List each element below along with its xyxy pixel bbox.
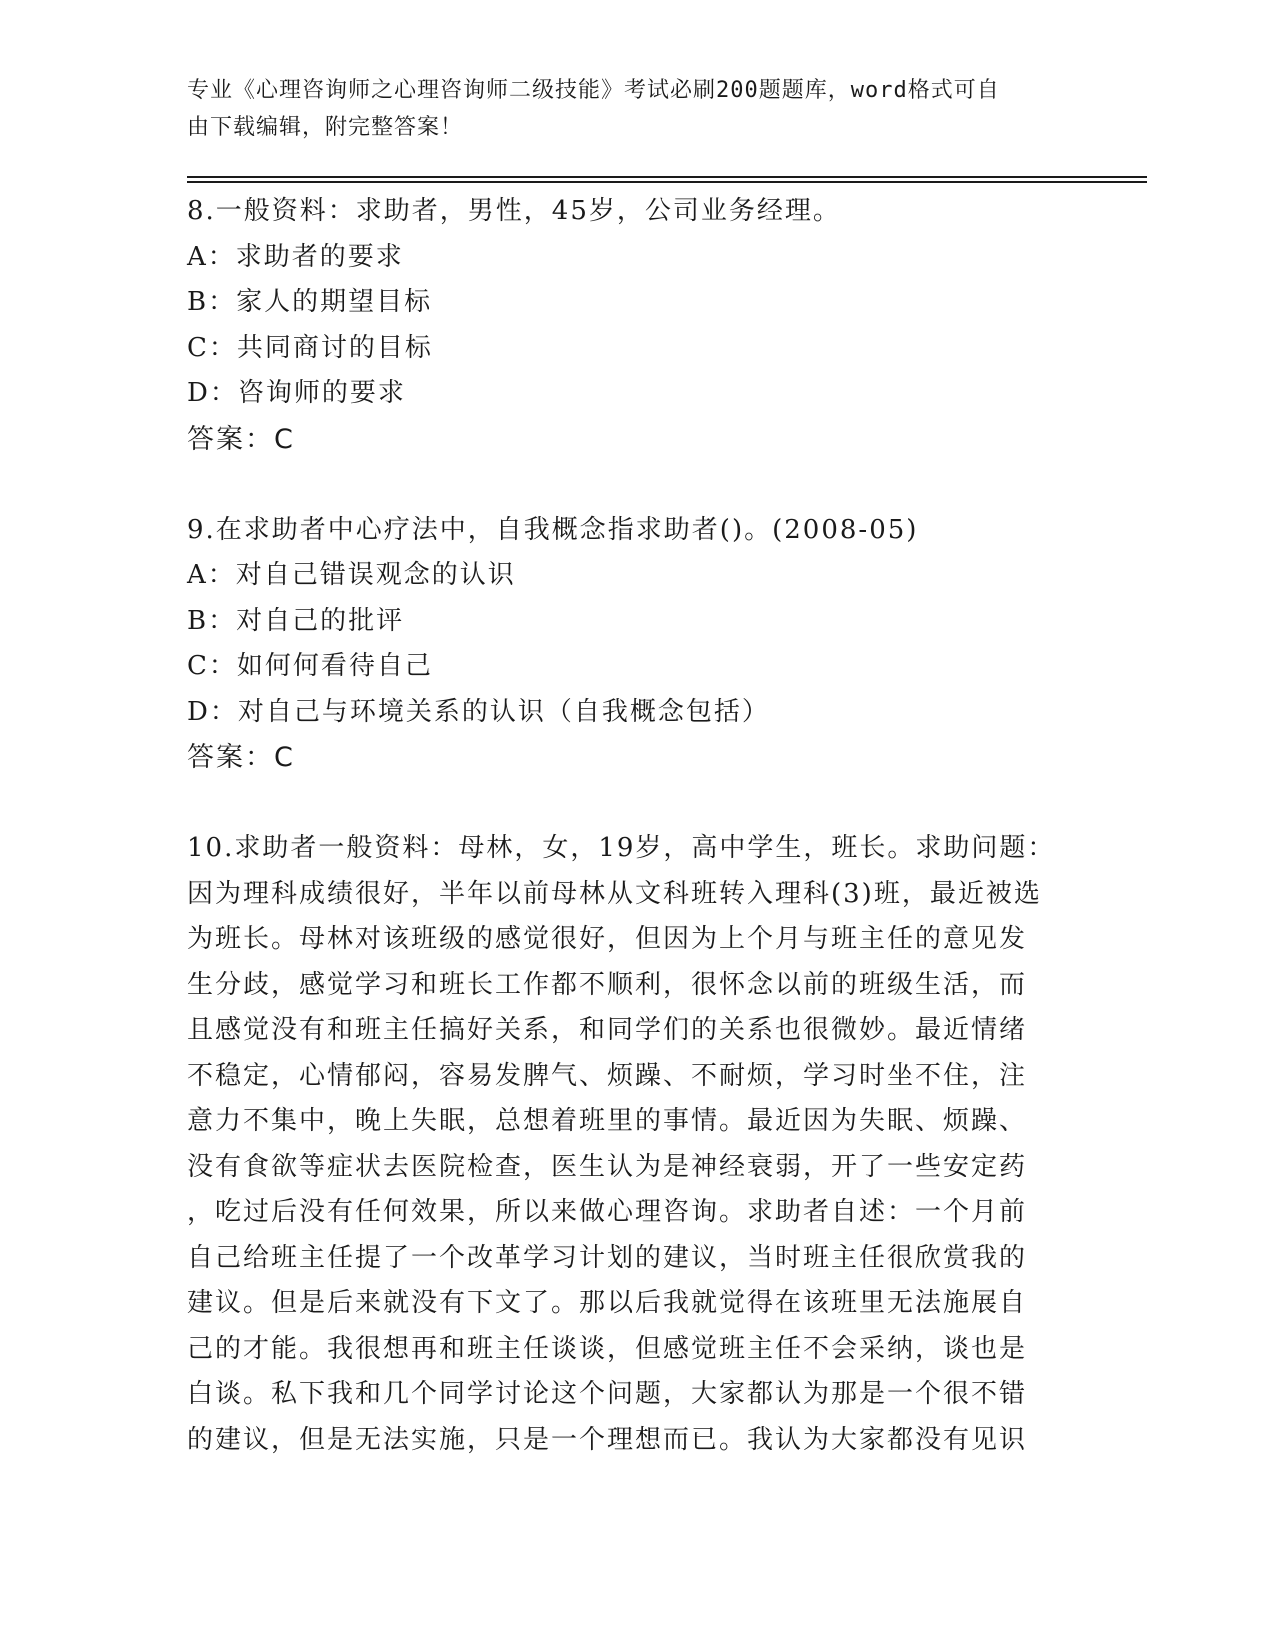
question-text-line: 没有食欲等症状去医院检查，医生认为是神经衰弱，开了一些安定药 <box>187 1151 1028 1182</box>
option-b: B：家人的期望目标 <box>187 287 433 317</box>
option-a: A：对自己错误观念的认识 <box>187 560 516 590</box>
question-text-line: 为班长。母林对该班级的感觉很好，但因为上个月与班主任的意见发 <box>187 924 1028 954</box>
question-text-line: 白谈。私下我和几个同学讨论这个问题，大家都认为那是一个很不错 <box>187 1379 1028 1409</box>
question-text-line: 意力不集中，晚上失眠，总想着班里的事情。最近因为失眠、烦躁、 <box>187 1106 1028 1136</box>
question-text-line: 的建议，但是无法实施，只是一个理想而已。我认为大家都没有见识 <box>187 1424 1028 1455</box>
question-text-line: 己的才能。我很想再和班主任谈谈，但感觉班主任不会采纳，谈也是 <box>187 1333 1028 1364</box>
question-stem: 8.一般资料：求助者，男性，45岁，公司业务经理。 <box>187 196 841 226</box>
question-text-line: 建议。但是后来就没有下文了。那以后我就觉得在该班里无法施展自 <box>187 1288 1028 1318</box>
header-divider-top <box>187 176 1147 178</box>
question-8 <box>187 189 1067 462</box>
question-text-line: 10.求助者一般资料：母林，女，19岁，高中学生，班长。求助问题： <box>187 833 1056 863</box>
paragraph-gap <box>187 462 1067 508</box>
question-text-line: 自己给班主任提了一个改革学习计划的建议，当时班主任很欣赏我的 <box>187 1242 1028 1273</box>
question-9 <box>187 508 1067 781</box>
question-10 <box>187 826 1067 1463</box>
header-line-1: 专业《心理咨询师之心理咨询师二级技能》考试必刷200题题库，word格式可自 <box>187 78 1000 103</box>
question-content <box>187 189 1067 1463</box>
option-c: C：如何何看待自己 <box>187 651 433 681</box>
option-d: D：对自己与环境关系的认识（自我概念包括） <box>187 696 770 727</box>
question-text-line: 生分歧，感觉学习和班长工作都不顺利，很怀念以前的班级生活，而 <box>187 969 1028 1000</box>
question-stem: 9.在求助者中心疗法中，自我概念指求助者()。(2008-05) <box>187 514 919 545</box>
option-c: C：共同商讨的目标 <box>187 332 433 363</box>
answer-line: 答案：C <box>187 423 295 455</box>
answer-line: 答案：C <box>187 742 295 773</box>
option-b: B：对自己的批评 <box>187 605 405 636</box>
question-text-line: 因为理科成绩很好，半年以前母林从文科班转入理科(3)班，最近被选 <box>187 878 1042 909</box>
option-d: D：咨询师的要求 <box>187 378 406 408</box>
header-divider-bottom <box>187 181 1147 183</box>
paragraph-gap <box>187 781 1067 827</box>
document-header <box>187 72 1067 146</box>
option-a: A：求助者的要求 <box>187 241 404 272</box>
header-line-2: 由下载编辑，附完整答案！ <box>187 115 464 140</box>
question-text-line: 且感觉没有和班主任搞好关系，和同学们的关系也很微妙。最近情绪 <box>187 1015 1028 1045</box>
question-text-line: 不稳定，心情郁闷，容易发脾气、烦躁、不耐烦，学习时坐不住，注 <box>187 1060 1028 1091</box>
question-text-line: ，吃过后没有任何效果，所以来做心理咨询。求助者自述：一个月前 <box>187 1197 1028 1227</box>
